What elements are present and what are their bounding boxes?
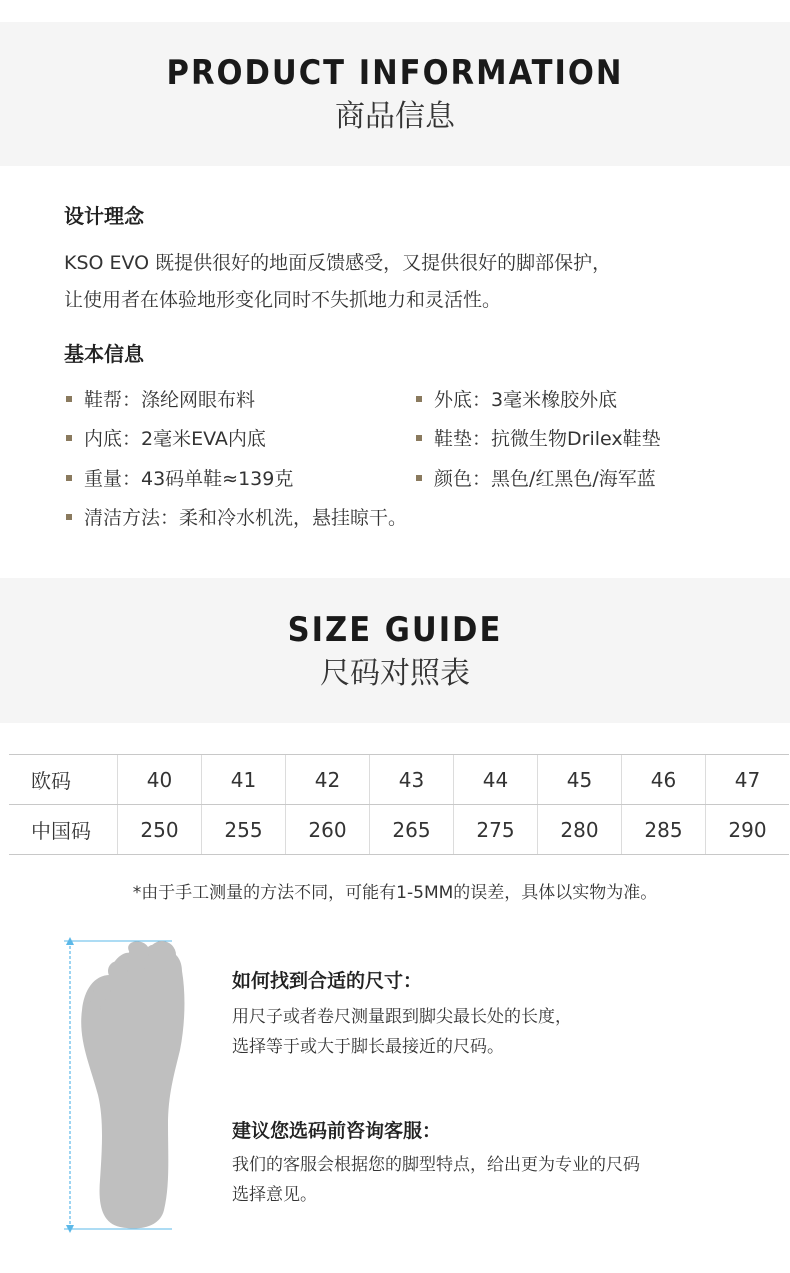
info-item-text: 鞋垫：抗微生物Drilex鞋垫: [434, 428, 661, 450]
size-guide-header: [0, 578, 790, 723]
foot-icon: [60, 935, 190, 1235]
info-item-text: 外底：3毫米橡胶外底: [434, 389, 618, 411]
info-item-outsole: [416, 387, 617, 413]
bullet-icon: [66, 514, 72, 520]
bullet-icon: [66, 475, 72, 481]
size-guide-title-en: SIZE GUIDE: [287, 610, 503, 650]
product-info-title-en: PRODUCT INFORMATION: [166, 53, 624, 93]
table-cell: 41: [202, 755, 286, 805]
table-cell: 42: [286, 755, 370, 805]
table-cell: 45: [538, 755, 622, 805]
size-table: [9, 754, 789, 855]
row-label: 中国码: [9, 805, 118, 855]
table-cell: 250: [118, 805, 202, 855]
info-item-text: 清洁方法：柔和冷水机洗，悬挂晾干。: [84, 507, 408, 529]
bullet-icon: [416, 475, 422, 481]
info-item-weight: [66, 466, 293, 492]
table-cell: 44: [454, 755, 538, 805]
how-to-line-1: 用尺子或者卷尺测量跟到脚尖最长处的长度，: [232, 1007, 572, 1027]
table-row-cn: [9, 805, 789, 855]
bullet-icon: [66, 396, 72, 402]
design-text-line-2: 让使用者在体验地形变化同时不失抓地力和灵活性。: [64, 289, 502, 311]
bullet-icon: [416, 396, 422, 402]
table-cell: 260: [286, 805, 370, 855]
bullet-icon: [416, 435, 422, 441]
table-cell: 40: [118, 755, 202, 805]
info-item-insole: [416, 426, 661, 452]
info-item-midsole: [66, 426, 266, 452]
product-info-header: [0, 22, 790, 166]
info-item-text: 内底：2毫米EVA内底: [84, 428, 266, 450]
table-cell: 265: [370, 805, 454, 855]
table-cell: 255: [202, 805, 286, 855]
design-heading: 设计理念: [64, 204, 144, 228]
basic-info-heading: 基本信息: [64, 342, 144, 366]
table-cell: 43: [370, 755, 454, 805]
info-item-text: 重量：43码单鞋≈139克: [84, 468, 294, 490]
info-item-text: 颜色：黑色/红黑色/海军蓝: [434, 468, 656, 490]
table-cell: 290: [706, 805, 790, 855]
advice-line-1: 我们的客服会根据您的脚型特点，给出更为专业的尺码: [232, 1155, 640, 1175]
size-guide-title-cn: 尺码对照表: [320, 656, 470, 691]
foot-illustration: [60, 935, 190, 1235]
bullet-icon: [66, 435, 72, 441]
how-to-title: 如何找到合适的尺寸：: [232, 970, 423, 992]
design-text-line-1: KSO EVO 既提供很好的地面反馈感受，又提供很好的脚部保护，: [64, 252, 612, 274]
product-info-title-cn: 商品信息: [335, 99, 455, 134]
table-cell: 275: [454, 805, 538, 855]
row-label: 欧码: [9, 755, 118, 805]
how-to-line-2: 选择等于或大于脚长最接近的尺码。: [232, 1037, 504, 1057]
table-cell: 285: [622, 805, 706, 855]
info-item-upper: [66, 387, 255, 413]
table-cell: 46: [622, 755, 706, 805]
info-item-color: [416, 466, 656, 492]
table-cell: 280: [538, 805, 622, 855]
info-item-text: 鞋帮：涤纶网眼布料: [84, 389, 256, 411]
table-row-eu: [9, 755, 789, 805]
measurement-note: *由于手工测量的方法不同，可能有1-5MM的误差，具体以实物为准。: [132, 883, 658, 903]
advice-title: 建议您选码前咨询客服：: [232, 1120, 442, 1142]
table-cell: 47: [706, 755, 790, 805]
advice-line-2: 选择意见。: [232, 1185, 317, 1205]
info-item-cleaning: [66, 505, 407, 531]
